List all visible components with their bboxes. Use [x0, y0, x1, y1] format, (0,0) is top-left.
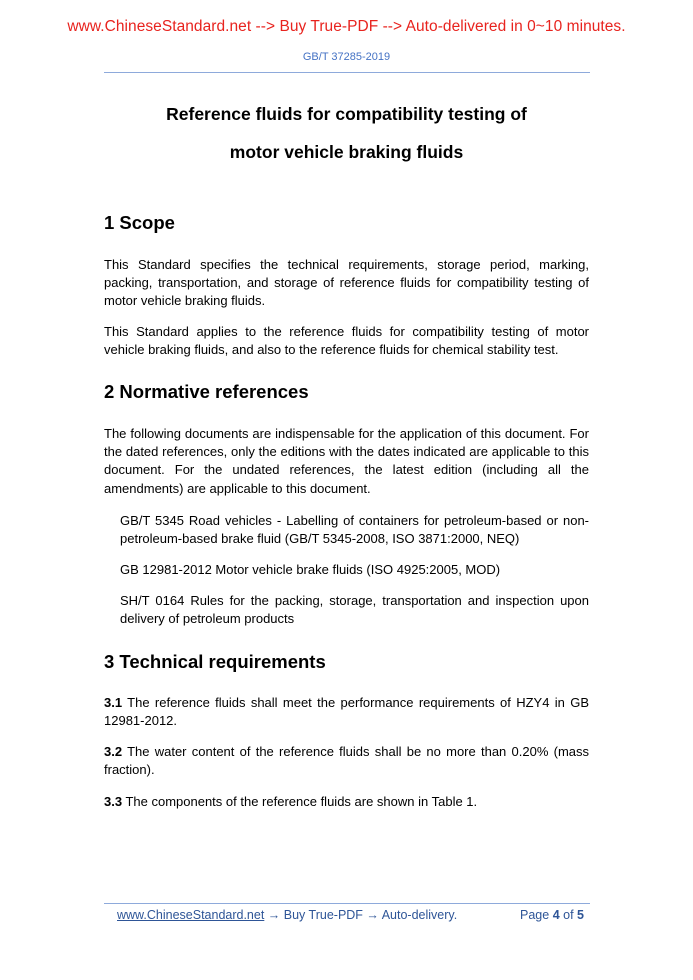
clause-3-3 — [104, 793, 589, 811]
reference-item: SH/T 0164 Rules for the packing, storage, transportation and inspection upon delivery of petroleum products — [120, 593, 589, 627]
normative-intro-paragraph: The following documents are indispensable for the application of this document. For the dated references, only the editions with the dates indicated are applicable to this document. For the undated references, the latest edition (including all the amendments) are applicable to this document. — [104, 426, 589, 496]
page-label: Page — [520, 908, 550, 922]
clause-text: The components of the reference fluids are shown in Table 1. — [122, 794, 478, 809]
clause-number: 3.2 — [104, 744, 123, 759]
section-heading-scope: 1 Scope — [104, 212, 175, 233]
footer-text: → Buy True-PDF → Auto-delivery. — [264, 908, 458, 922]
page-total: 5 — [577, 908, 584, 922]
header-divider — [104, 72, 590, 73]
page-footer — [117, 907, 586, 923]
page-current: 4 — [552, 908, 560, 922]
document-title-line-2: motor vehicle braking fluids — [229, 142, 464, 162]
page-indicator — [520, 907, 584, 923]
clause-text: The reference fluids shall meet the performance requirements of HZY4 in GB 12981-2012. — [104, 695, 589, 729]
clause-text: The water content of the reference fluids shall be no more than 0.20% (mass fraction). — [104, 744, 589, 778]
section-heading-technical-requirements: 3 Technical requirements — [104, 651, 326, 672]
page-of: of — [563, 908, 574, 922]
scope-paragraph-2: This Standard applies to the reference fluids for compatibility testing of motor vehicle braking fluids, and also to the reference fluids for chemical stability test. — [104, 324, 589, 358]
clause-number: 3.3 — [104, 794, 123, 809]
clause-3-1 — [104, 694, 589, 730]
reference-item: GB 12981-2012 Motor vehicle brake fluids (ISO 4925:2005, MOD) — [120, 562, 501, 577]
section-heading-normative-references: 2 Normative references — [104, 381, 309, 402]
reference-item: GB/T 5345 Road vehicles - Labelling of containers for petroleum-based or non-petroleum-based brake fluid (GB/T 5345-2008, ISO 3871:2000, NEQ) — [120, 513, 589, 547]
standard-code: GB/T 37285-2019 — [302, 51, 391, 63]
promo-banner[interactable]: www.ChineseStandard.net --> Buy True-PDF --> Auto-delivered in 0~10 minutes. — [67, 18, 626, 35]
footer-site-link[interactable]: www.ChineseStandard.net — [117, 908, 265, 922]
clause-3-2 — [104, 743, 589, 779]
footer-divider — [104, 903, 590, 904]
scope-paragraph-1: This Standard specifies the technical requirements, storage period, marking, packing, transportation, and storage of reference fluids for compatibility testing of motor vehicle braking fluids. — [104, 257, 589, 309]
clause-number: 3.1 — [104, 695, 123, 710]
document-title-line-1: Reference fluids for compatibility testing of — [166, 104, 527, 124]
